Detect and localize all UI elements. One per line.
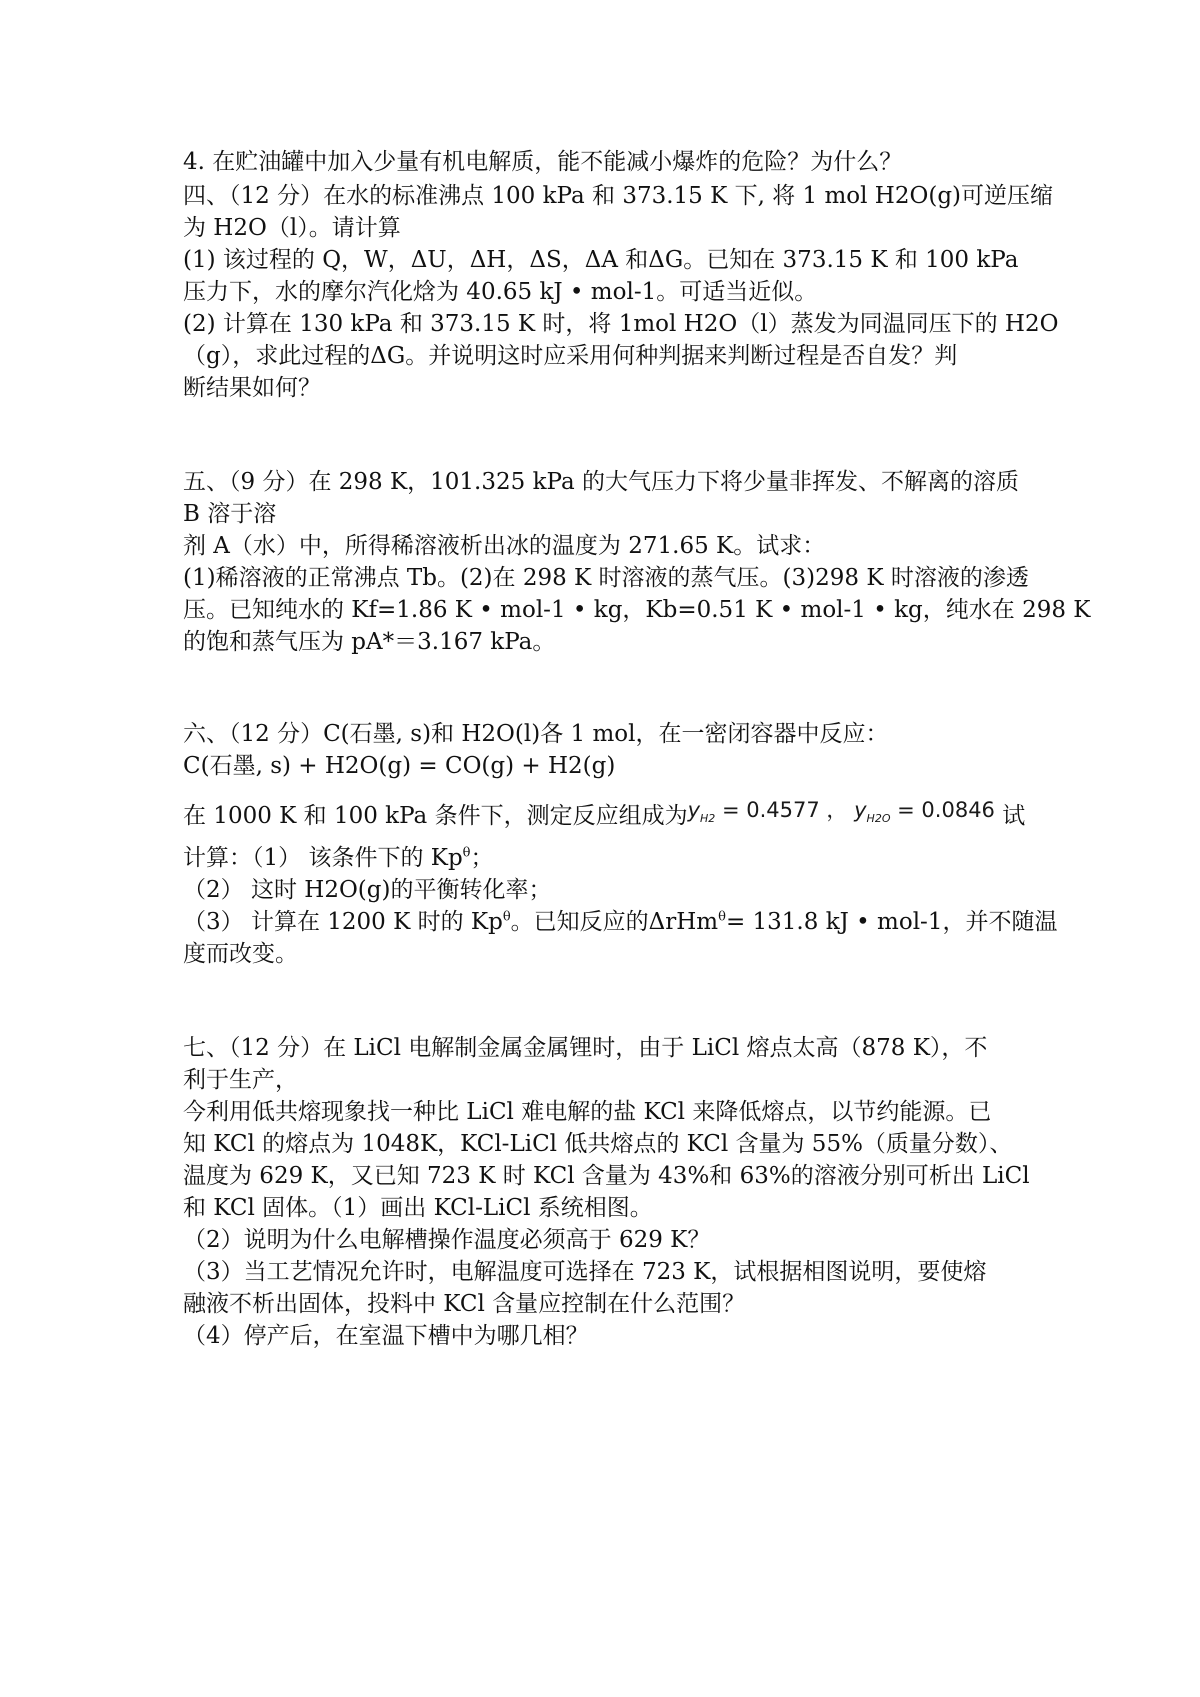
section-6-line-1: 六、（12 分）C(石墨, s)和 H2O(l)各 1 mol，在一密闭容器中反应：: [183, 721, 889, 747]
section-7-line-9: 融液不析出固体，投料中 KCl 含量应控制在什么范围？: [183, 1291, 746, 1317]
section-6-line-3-tail: 试: [1002, 803, 1026, 829]
section-6-line-4: 计算：（1） 该条件下的 $Kp^\theta$；: [183, 845, 494, 871]
section-5-line-2: B 溶于溶: [183, 501, 277, 527]
section-5-line-4: (1)稀溶液的正常沸点 Tb。(2)在 298 K 时溶液的蒸气压。(3)298 K 时溶液的渗透: [183, 565, 1029, 591]
section-7-line-4: 知 KCl 的熔点为 1048K，KCl-LiCl 低共熔点的 KCl 含量为 55%（质量分数）、: [183, 1131, 1013, 1157]
section-5-line-3: 剂 A（水）中，所得稀溶液析出冰的温度为 271.65 K。试求：: [183, 533, 826, 559]
section-4-line-7: 断结果如何？: [183, 375, 321, 401]
section-6-line-3: [183, 800, 1043, 841]
section-6-line-6: （3） 计算在 1200 K 时的 $Kp^\theta$。已知反应的ΔrHm$^\theta$= 131.8 kJ • mol-1，并不随温: [183, 909, 1058, 935]
section-7-line-5: 温度为 629 K，又已知 723 K 时 KCl 含量为 43%和 63%的溶液分别可析出 LiCl: [183, 1163, 1030, 1189]
section-7-line-10: （4）停产后，在室温下槽中为哪几相？: [183, 1323, 589, 1349]
section-5-line-6: 的饱和蒸气压为 pA*＝3.167 kPa。: [183, 629, 556, 655]
section-6-line-7: 度而改变。: [183, 941, 298, 967]
mole-fraction-formula: $y_{H2} = 0.4577$ ， $y_{H2O} = 0.0846$: [687, 798, 995, 826]
section-4-line-3: (1) 该过程的 Q，W，ΔU，ΔH，ΔS，ΔA 和ΔG。已知在 373.15 K 和 100 kPa: [183, 247, 1019, 273]
section-6-line-3-text: 在 1000 K 和 100 kPa 条件下，测定反应组成为: [183, 803, 688, 829]
section-7-line-7: （2）说明为什么电解槽操作温度必须高于 629 K？: [183, 1227, 711, 1253]
section-5-line-1: 五、（9 分）在 298 K，101.325 kPa 的大气压力下将少量非挥发、不解离的溶质: [183, 469, 1019, 495]
section-7-line-2: 利于生产，: [183, 1067, 298, 1093]
section-4-line-5: (2) 计算在 130 kPa 和 373.15 K 时，将 1mol H2O（l）蒸发为同温同压下的 H2O: [183, 311, 1059, 337]
section-7-line-1: 七、（12 分）在 LiCl 电解制金属金属锂时，由于 LiCl 熔点太高（878 K），不: [183, 1035, 988, 1061]
section-4-line-6: （g），求此过程的ΔG。并说明这时应采用何种判据来判断过程是否自发？判: [183, 343, 958, 369]
question-4-text: 4. 在贮油罐中加入少量有机电解质，能不能减小爆炸的危险？为什么？: [183, 149, 903, 175]
section-4-line-1: 四、（12 分）在水的标准沸点 100 kPa 和 373.15 K 下, 将 1 mol H2O(g)可逆压缩: [183, 183, 1054, 209]
section-6-line-2: C(石墨, s) + H2O(g) = CO(g) + H2(g): [183, 753, 616, 779]
section-4-line-4: 压力下，水的摩尔汽化焓为 40.65 kJ • mol-1。可适当近似。: [183, 279, 818, 305]
section-5-line-5: 压。已知纯水的 Kf=1.86 K • mol-1 • kg，Kb=0.51 K • mol-1 • kg，纯水在 298 K: [183, 597, 1091, 623]
section-6-line-5: （2） 这时 H2O(g)的平衡转化率；: [183, 877, 552, 903]
section-7-line-8: （3）当工艺情况允许时，电解温度可选择在 723 K，试根据相图说明，要使熔: [183, 1259, 987, 1285]
section-7-line-3: 今利用低共熔现象找一种比 LiCl 难电解的盐 KCl 来降低熔点，以节约能源。已: [183, 1099, 992, 1125]
section-7-line-6: 和 KCl 固体。（1）画出 KCl-LiCl 系统相图。: [183, 1195, 653, 1221]
section-4-line-2: 为 H2O（l）。请计算: [183, 215, 401, 241]
